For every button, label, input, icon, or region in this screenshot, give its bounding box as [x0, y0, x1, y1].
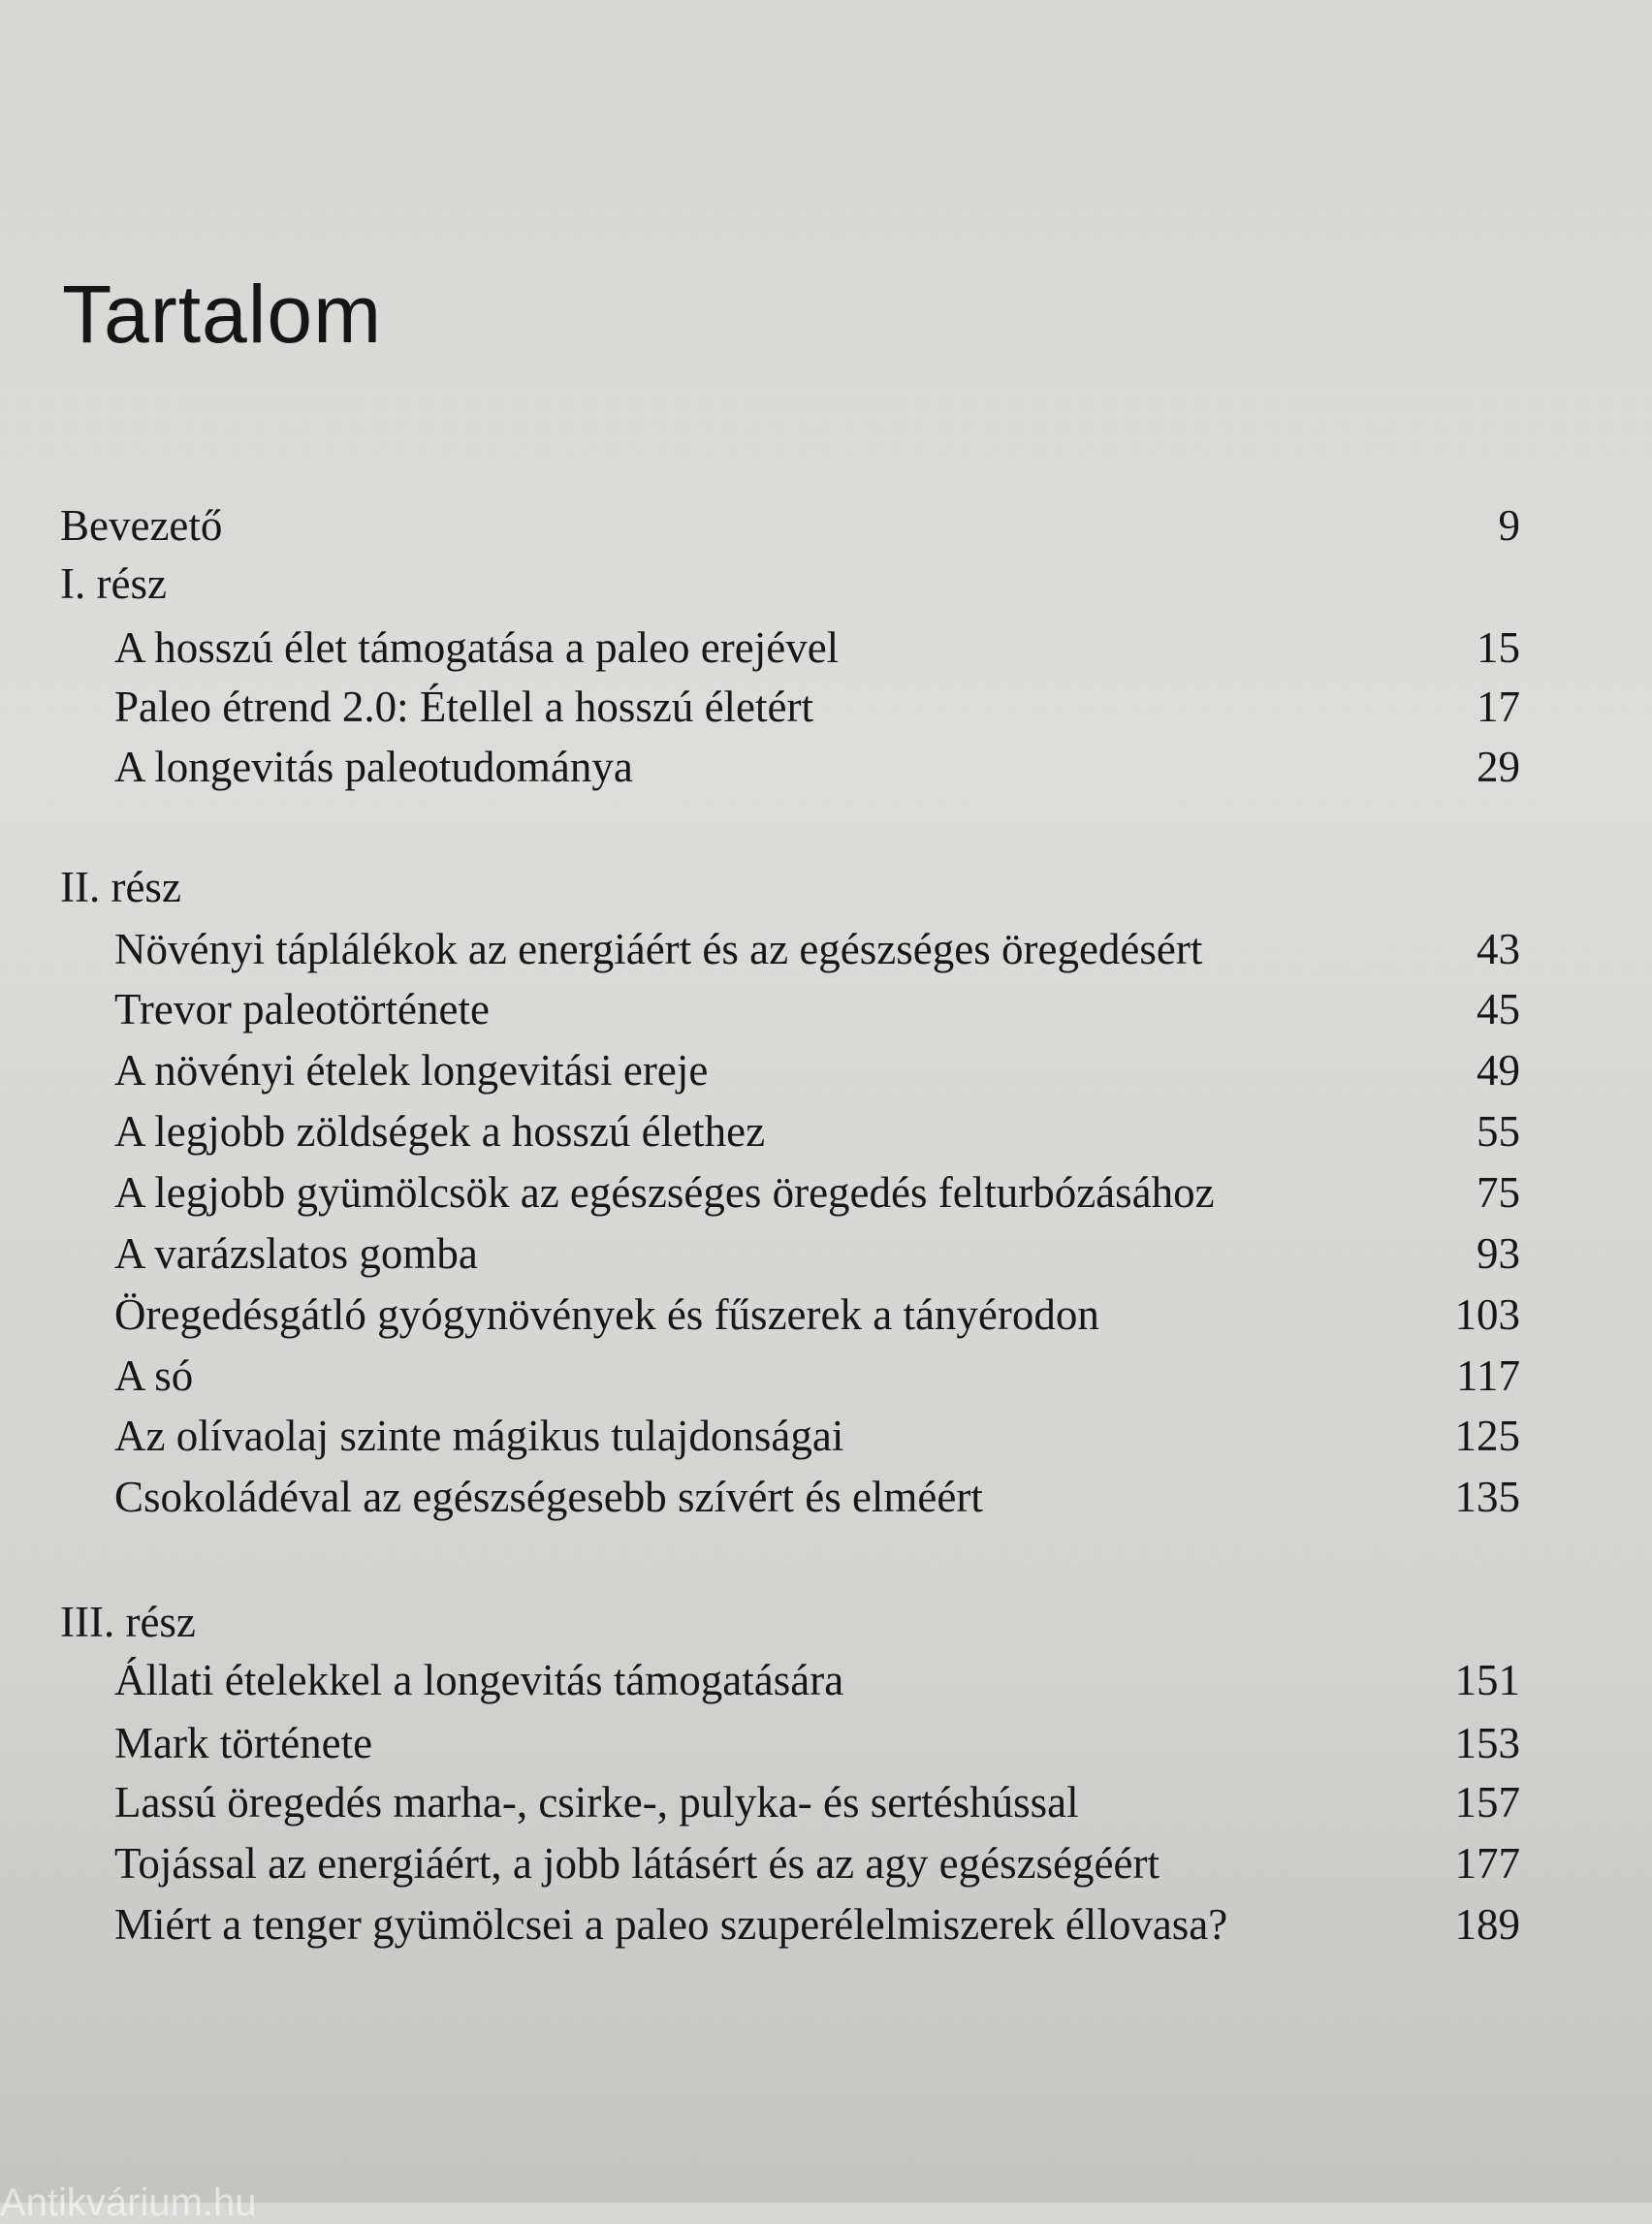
part-heading [0, 556, 1652, 611]
toc-page-number: 153 [1454, 1719, 1520, 1767]
toc-page-number: 49 [1477, 1046, 1520, 1095]
part-label: II. rész [60, 863, 181, 911]
toc-entry-label: A só [114, 1351, 194, 1400]
toc-entry-label: A növényi ételek longevitási ereje [114, 1046, 709, 1095]
toc-entry-label: Trevor paleotörténete [114, 985, 490, 1033]
toc-entry [0, 740, 1652, 794]
toc-entry [0, 620, 1652, 675]
toc-entry-label: A longevitás paleotudománya [114, 743, 633, 791]
toc-page-number: 45 [1477, 985, 1520, 1033]
toc-entry-label: Öregedésgátló gyógynövények és fűszerek a tányérodon [114, 1290, 1099, 1339]
toc-entry-label: A legjobb zöldségek a hosszú élethez [114, 1107, 766, 1156]
toc-entry [0, 1226, 1652, 1281]
toc-entry-label: Növényi táplálékok az energiáért és az egészséges öregedésért [114, 925, 1203, 973]
toc-entry [0, 1897, 1652, 1952]
toc-page-number: 93 [1477, 1229, 1520, 1278]
toc-entry [0, 982, 1652, 1036]
toc-page-number: 29 [1477, 743, 1520, 791]
toc-entry-label: A hosszú élet támogatása a paleo erejével [114, 623, 840, 672]
toc-page-number: 177 [1454, 1839, 1520, 1888]
toc-entry-label: Csokoládéval az egészségesebb szívért és elméért [114, 1473, 983, 1521]
toc-entry [0, 922, 1652, 976]
toc-entry-label: Tojással az energiáért, a jobb látásért és az agy egészségéért [114, 1839, 1160, 1888]
toc-entry [0, 1470, 1652, 1524]
toc-page-number: 103 [1454, 1290, 1520, 1339]
toc-entry-label: Mark története [114, 1719, 373, 1767]
toc-entry [0, 680, 1652, 734]
part-label: I. rész [60, 559, 167, 608]
toc-entry-label: Paleo étrend 2.0: Étellel a hosszú életért [114, 683, 813, 731]
toc-entry-label: Bevezető [60, 501, 223, 550]
toc-entry [0, 1716, 1652, 1770]
toc-entry [0, 1653, 1652, 1707]
part-label: III. rész [60, 1598, 196, 1646]
toc-page-number: 117 [1456, 1351, 1520, 1400]
toc-entry [0, 1349, 1652, 1403]
toc-entry [0, 1836, 1652, 1890]
toc-page-number: 15 [1477, 623, 1520, 672]
toc-entry [0, 1287, 1652, 1342]
toc-entry-label: Az olívaolaj szinte mágikus tulajdonságai [114, 1412, 844, 1460]
toc-page-number: 43 [1477, 925, 1520, 973]
toc-page-number: 189 [1454, 1900, 1520, 1949]
toc-entry [0, 1104, 1652, 1159]
toc-intro-row [0, 498, 1652, 553]
page-title: Tartalom [62, 269, 383, 360]
toc-page-number: 135 [1454, 1473, 1520, 1521]
toc-page-number: 9 [1498, 501, 1520, 550]
toc-entry-label: A legjobb gyümölcsök az egészséges öregedés felturbózásához [114, 1168, 1215, 1217]
toc-page-number: 151 [1454, 1656, 1520, 1704]
toc-page-number: 157 [1454, 1778, 1520, 1827]
toc-entry-label: A varázslatos gomba [114, 1229, 478, 1278]
toc-page-number: 75 [1477, 1168, 1520, 1217]
watermark: Antikvárium.hu [0, 2181, 257, 2224]
toc-entry [0, 1165, 1652, 1220]
toc-entry [0, 1775, 1652, 1829]
toc-entry-label: Állati ételekkel a longevitás támogatására [114, 1656, 844, 1704]
toc-entry [0, 1043, 1652, 1097]
toc-page-number: 17 [1477, 683, 1520, 731]
toc-entry [0, 1409, 1652, 1463]
toc-page-number: 125 [1454, 1412, 1520, 1460]
toc-page-number: 55 [1477, 1107, 1520, 1156]
toc-entry-label: Miért a tenger gyümölcsei a paleo szuperélelmiszerek éllovasa? [114, 1900, 1228, 1949]
part-heading [0, 860, 1652, 914]
part-heading [0, 1595, 1652, 1649]
toc-entry-label: Lassú öregedés marha-, csirke-, pulyka- és sertéshússal [114, 1778, 1079, 1827]
